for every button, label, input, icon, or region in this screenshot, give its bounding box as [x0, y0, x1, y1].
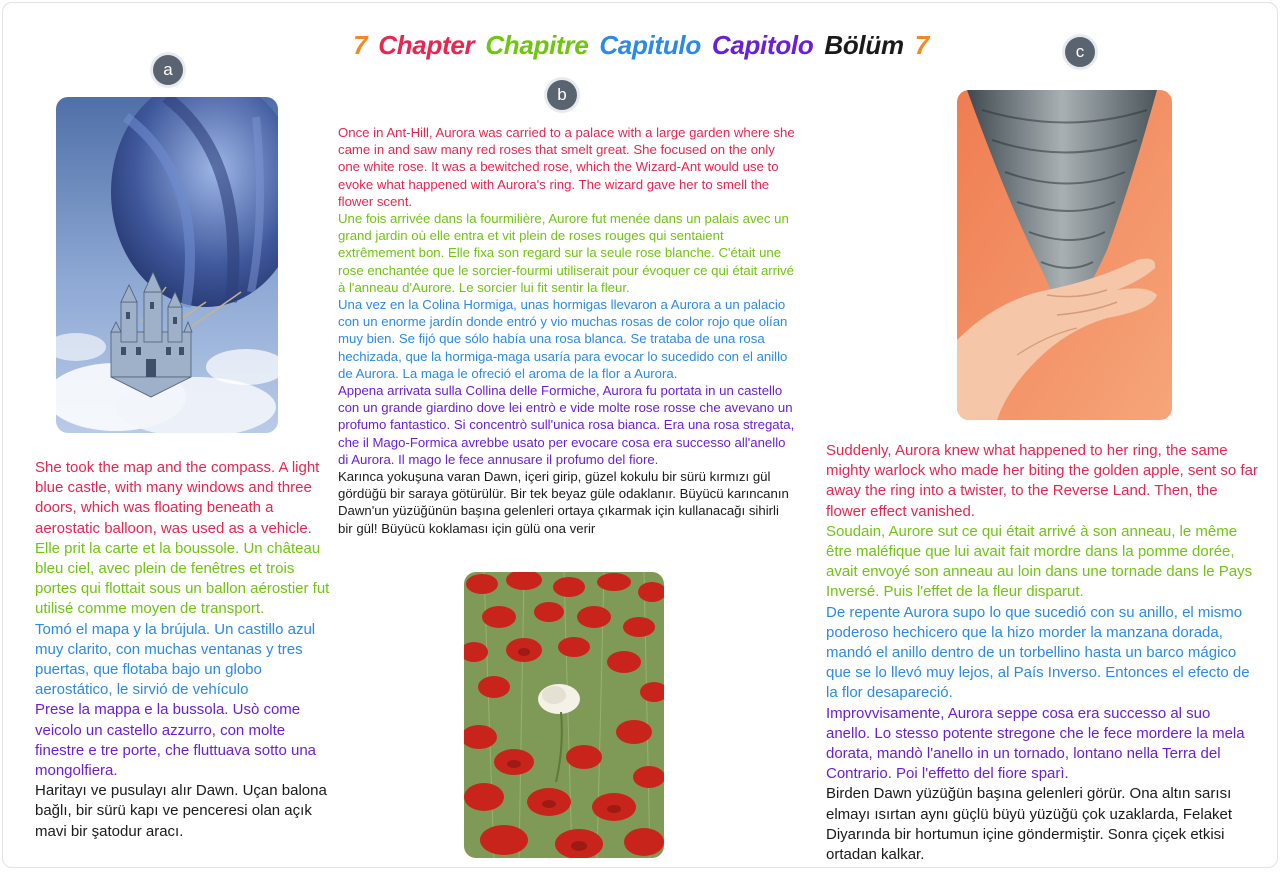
story-column-b	[338, 124, 796, 537]
story-a-spanish: Tomó el mapa y la brújula. Un castillo azul muy clarito, con muchas ventanas y tres puertas, que flotaba bajo un globo aerostático, le sirvió de vehículo	[35, 620, 316, 699]
story-c-italian: Improvvisamente, Aurora seppe cosa era successo al suo anello. Lo stesso potente stregone che le fece mordere la mela dorata, mandò l'anello in un tornado, lontano nella Terra del Contrario. Poi l'effetto del fiore sparì.	[826, 704, 1245, 783]
story-c-turkish: Birden Dawn yüzüğün başına gelenleri görür. Ona altın sarısı elmayı ısırtan aynı güçlü büyü yüzüğü çok uzaklarda, Felaket Diyarında bir hortumun içine göndermiştir. Sonra çiçek etkisi ortadan kalkar.	[826, 785, 1233, 864]
white-rose-poppies-card	[464, 572, 664, 858]
story-a-french: Elle prit la carte et la boussole. Un château bleu ciel, avec plein de fenêtres et trois portes qui flottait sous un ballon aérostier fut utilisé comme moyen de transport.	[35, 539, 330, 618]
story-a-turkish: Haritayı ve pusulayı alır Dawn. Uçan balona bağlı, bir sürü kapı ve penceresi olan açık mavi bir şatodur aracı.	[35, 782, 327, 840]
white-rose-illustration	[464, 572, 664, 858]
chapter-word-it: Capitolo	[711, 30, 814, 60]
chapter-word-tr: Bölüm	[824, 30, 904, 60]
story-b-english: Once in Ant-Hill, Aurora was carried to a palace with a large garden where she came in and saw many red roses that smelt great. She focused on the only one white rose. It was a bewitched rose, which the Wizard-Ant would use to evoke what happened with Aurora's ring. The wizard gave her to smell the flower scent.	[338, 125, 795, 209]
marker-c: c	[1065, 37, 1095, 67]
tornado-hand-illustration	[957, 90, 1172, 420]
chapter-word-fr: Chapitre	[485, 30, 589, 60]
marker-b: b	[547, 80, 577, 110]
story-c-french: Soudain, Aurore sut ce qui était arrivé à son anneau, le même être maléfique que lui avait fait mordre dans la pomme dorée, avait envoyé son anneau au loin dans une tornade dans le Pays Inversé. Puis l'effet de la fleur disparut.	[826, 522, 1253, 601]
story-a-english: She took the map and the compass. A light blue castle, with many windows and three doors, which was floating beneath a aerostatic balloon, was used as a vehicle.	[35, 459, 320, 537]
balloon-castle-illustration	[56, 97, 278, 433]
chapter-word-es: Capitulo	[599, 30, 701, 60]
story-column-a	[35, 458, 337, 842]
story-b-italian: Appena arrivata sulla Collina delle Formiche, Aurora fu portata in un castello con un grande giardino dove lei entrò e vide molte rose rosse che avevano un profumo fantastico. Si concentrò sull'unica rosa bianca. Era una rosa stregata, che il Mago-Formica avrebbe usato per evocare cosa era successo all'anello di Aurora. Il mago le fece annusare il profumo del fiore.	[338, 383, 795, 467]
story-c-english: Suddenly, Aurora knew what happened to her ring, the same mighty warlock who made her biting the golden apple, sent so far away the ring into a twister, to the Reverse Land. Then, the flower effect vanished.	[826, 442, 1258, 520]
chapter-number-left: 7	[353, 30, 368, 60]
chapter-word-en: Chapter	[378, 30, 475, 60]
story-b-french: Une fois arrivée dans la fourmilière, Aurore fut menée dans un palais avec un grand jardin où elle entra et vit plein de roses rouges qui sentaient extrêmement bon. Elle fixa son regard sur la seule rose blanche. C'était une rose enchantée que le sorcier-fourmi utiliserait pour évoquer ce qui était arrivé à l'anneau d'Aurore. Le sorcier lui fit sentir la fleur.	[338, 211, 794, 295]
tornado-hand-card	[957, 90, 1172, 420]
chapter-number-right: 7	[914, 30, 929, 60]
story-column-c	[826, 441, 1258, 865]
story-c-spanish: De repente Aurora supo lo que sucedió con su anillo, el mismo poderoso hechicero que la hizo morder la manzana dorada, mandó el anillo dentro de un torbellino hasta un barco mágico que se lo llevó muy lejos, al País Inverso. Entonces el efecto de la flor desapareció.	[826, 603, 1250, 702]
story-a-italian: Prese la mappa e la bussola. Usò come veicolo un castello azzurro, con molte finestre e tre porte, che fluttuava sotto una mongolfiera.	[35, 701, 317, 780]
marker-a: a	[153, 55, 183, 85]
balloon-castle-card	[56, 97, 278, 433]
story-b-spanish: Una vez en la Colina Hormiga, unas hormigas llevaron a Aurora a un palacio con un enorme jardín donde entró y vio muchas rosas de color rojo que olían muy bien. Se fijó que sólo había una rosa blanca. Se trataba de una rosa hechizada, que la hormiga-maga usaría para evocar lo sucedido con el anillo de Aurora. La maga le ofreció el aroma de la flor a Aurora.	[338, 297, 788, 381]
story-b-turkish: Karınca yokuşuna varan Dawn, içeri girip, güzel kokulu bir sürü kırmızı gül gördüğü bir saraya götürülür. Bir tek beyaz güle odaklanır. Büyücü karıncanın Dawn'un yüzüğünün başına gelenleri ortaya çıkarmak için kullanacağı sihirli bir gül! Büyücü koklaması için gülü ona verir	[338, 469, 789, 536]
